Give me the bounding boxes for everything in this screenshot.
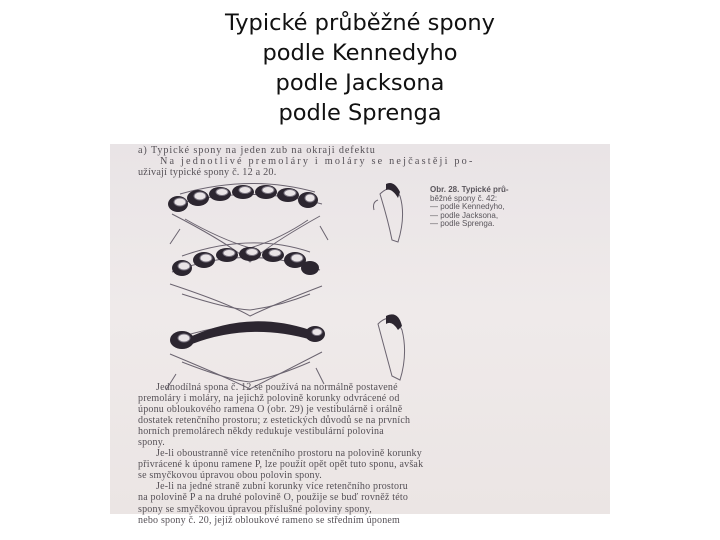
scan-heading-line-1: a) Typické spony na jeden zub na okraji defektu	[138, 145, 376, 156]
body-line: nebo spony č. 20, jejíž obloukové rameno se středním úponem	[138, 514, 401, 526]
scan-heading-line-3: užívají typické spony č. 12 a 20.	[138, 166, 277, 178]
body-line: Jednodílná spona č. 12 se používá na normálně postavené	[156, 382, 398, 393]
title-line-3: podle Jacksona	[275, 70, 445, 96]
slide-title	[0, 8, 720, 128]
body-line: úponu obloukového ramena O (obr. 29) je vestibulárně i orálně	[138, 404, 403, 416]
title-line-4: podle Sprenga	[278, 100, 442, 126]
tooth-profile-bottom	[378, 318, 405, 380]
title-line-2: podle Kennedyho	[262, 40, 458, 66]
scanned-textbook-photo	[110, 144, 610, 526]
caption-item-jackson: — podle Jacksona,	[430, 210, 499, 220]
scan-body-text	[138, 382, 423, 526]
body-line: přivrácené k úponu ramene P, lze použít opět opět tuto sponu, avšak	[138, 459, 424, 471]
caption-item-spreng: — podle Sprenga.	[430, 219, 495, 229]
body-line: premoláry i moláry, na jejichž polovině korunky odvrácené od	[138, 393, 400, 405]
body-line: Je-li oboustranně více retenčního prostoru na polovině korunky	[156, 448, 422, 460]
scan-heading-line-2: Na jednotlivé premoláry i moláry se nejčastěji po-	[160, 155, 475, 167]
body-line: Je-li na jedné straně zubní korunky více retenčního prostoru	[156, 481, 408, 493]
body-line: spony.	[138, 437, 165, 449]
scan-heading	[138, 146, 475, 178]
body-line: na polovině P a na druhé polovině O, použije se buď rovněž této	[138, 492, 409, 504]
body-line: spony se smyčkovou úpravou příslušné poloviny spony,	[138, 503, 372, 515]
title-line-1: Typické průběžné spony	[224, 10, 495, 36]
body-line: dostatek retenčního prostoru; z estetických důvodů se na prvních	[138, 415, 411, 427]
caption-item-kennedy: — podle Kennedyho,	[430, 202, 505, 212]
body-line: horních premolárech někdy redukuje vestibulární polovina	[138, 426, 384, 438]
caption-line-2: běžné spony č. 42:	[430, 193, 498, 203]
body-line: se smyčkovou úpravou obou polovin spony.	[138, 470, 323, 482]
figure-caption	[430, 186, 509, 229]
caption-line-1: Obr. 28. Typické prů-	[430, 185, 509, 194]
